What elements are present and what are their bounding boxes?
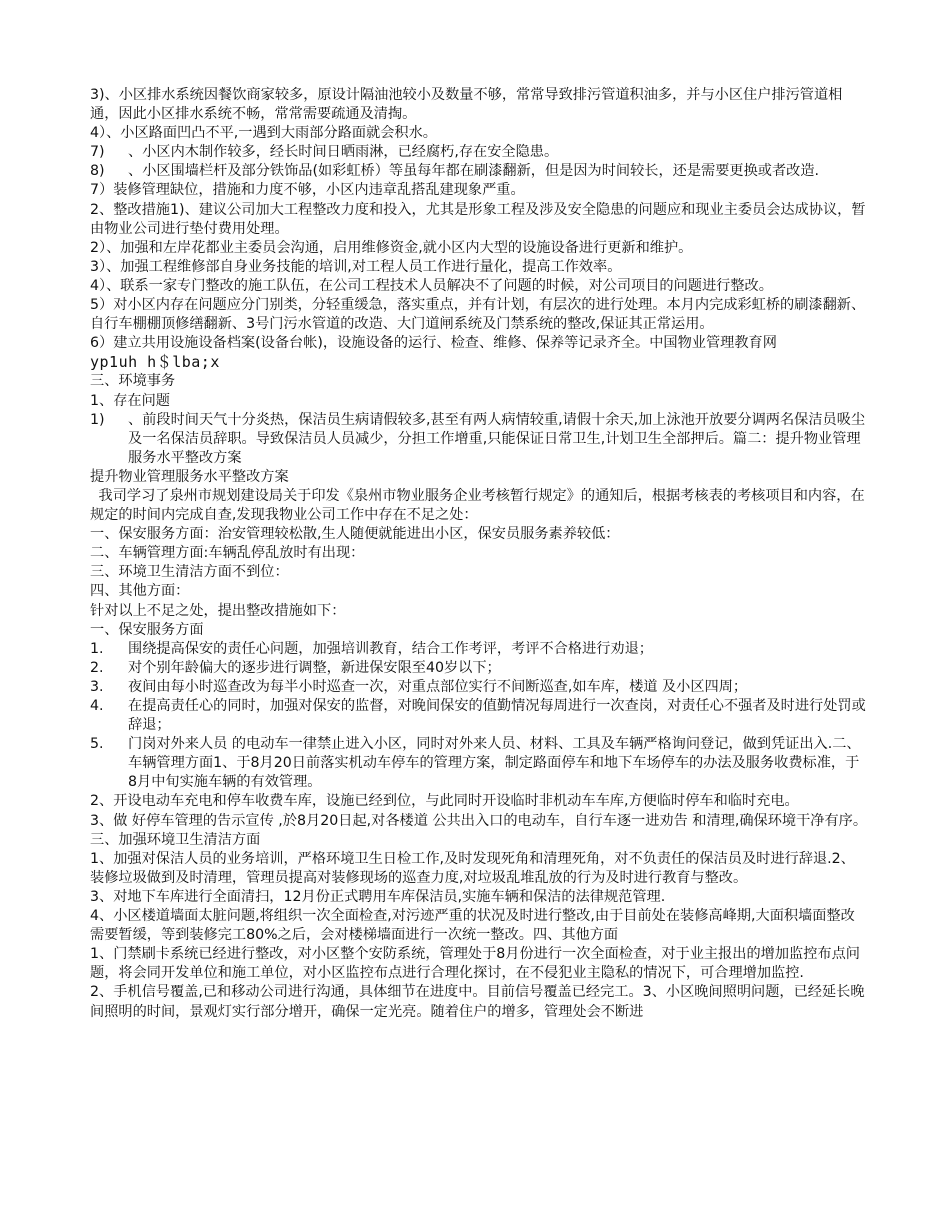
paragraph: 1、加强对保洁人员的业务培训，严格环境卫生日检工作,及时发现死角和清理死角，对不负责任的保洁员及时进行辞退.2、装修垃圾做到及时清理，管理员提高对装修现场的巡查力度,对垃圾乱堆乱放的行为及时进行教育与整改。 (90, 850, 855, 886)
list-item-text: 围绕提高保安的责任心问题，加强培训教育，结合工作考评，考评不合格进行劝退； (128, 640, 653, 657)
paragraph: 四、其他方面： (90, 583, 190, 600)
list-item-number: 2. (90, 659, 104, 676)
list-item-number: 5. (90, 736, 104, 753)
list-item (90, 735, 868, 792)
paragraph: 7）装修管理缺位，措施和力度不够，小区内违章乱搭乱建现象严重。 (90, 182, 525, 199)
list-item-number: 4. (90, 698, 104, 714)
section-heading: 三、环境事务 (90, 373, 176, 390)
list-item-text: 夜间由每小时巡查改为每半小时巡查一次，对重点部位实行不间断巡查,如车库，楼道 及小区四周； (128, 678, 748, 695)
paragraph: 三、环境卫生清洁方面不到位： (90, 564, 289, 581)
paragraph: 5）对小区内存在问题应分门别类，分轻重缓急，落实重点，并有计划，有层次的进行处理。本月内完成彩虹桥的刷漆翻新、自行车棚棚顶修缮翻新、3号门污水管道的改造、大门道闸系统及门禁系统的整改,保证其正常运用。 (90, 297, 866, 333)
paragraph: 1、门禁刷卡系统已经进行整改，对小区整个安防系统，管理处于8月份进行一次全面检查，对于业主报出的增加监控布点问题，将会同开发单位和施工单位，对小区监控布点进行合理化探讨，在不侵犯业主隐私的情况下，可合理增加监控. (90, 946, 860, 982)
list-item-number: 1) (90, 411, 105, 428)
list-item-text: 、前段时间天气十分炎热，保洁员生病请假较多,甚至有两人病情较重,请假十余天,加上泳池开放要分调两名保洁员吸尘及一名保洁员辞职。导致保洁员人员减少，分担工作增重,只能保证日常卫生,计划卫生全部押后。篇二：提升物业管理服务水平整改方案 (128, 411, 866, 466)
section-heading: 三、加强环境卫生清洁方面 (90, 831, 261, 848)
paragraph: 二、车辆管理方面:车辆乱停乱放时有出现： (90, 545, 365, 562)
paragraph: 针对以上不足之处，提出整改措施如下： (90, 602, 346, 619)
list-item-text: 、小区围墙栏杆及部分铁饰品(如彩虹桥）等虽每年都在刷漆翻新，但是因为时间较长，还是需要更换或者改造. (128, 163, 820, 180)
paragraph: 3）、加强工程维修部自身业务技能的培训,对工程人员工作进行量化，提高工作效率。 (90, 258, 622, 275)
section-heading: 一、保安服务方面 (90, 621, 204, 638)
list-item-text: 、小区内木制作较多，经长时间日晒雨淋，已经腐朽,存在安全隐患。 (128, 144, 559, 161)
paragraph: 3、做 好停车管理的告示宣传 ,於8月20日起,对各楼道 公共出入口的电动车，自行车逐一进劝告 和清理,确保环境干净有序。 (90, 812, 868, 829)
list-item-text: 对个别年龄偏大的逐步进行调整，新进保安限至40岁以下； (128, 659, 501, 676)
list-item (90, 411, 868, 468)
list-item (90, 659, 868, 678)
paragraph: 一、保安服务方面：治安管理较松散,生人随便就能进出小区，保安员服务素养较低： (90, 526, 620, 543)
paragraph: 4）、小区路面凹凸不平,一遇到大雨部分路面就会积水。 (90, 125, 437, 142)
list-item (90, 678, 868, 697)
list-item-number: 3. (90, 678, 104, 695)
list-item (90, 162, 868, 181)
subsection-heading: 1、存在问题 (90, 392, 170, 409)
list-item-number: 1. (90, 640, 104, 657)
document-title: 提升物业管理服务水平整改方案 (90, 468, 289, 485)
paragraph: 2、开设电动车充电和停车收费车库，设施已经到位，与此同时开设临时非机动车车库,方便临时停车和临时充电。 (90, 793, 799, 810)
list-item (90, 143, 868, 162)
list-item-number: 8) (90, 163, 105, 180)
paragraph: 4、小区楼道墙面太脏问题,将组织一次全面检查,对污迹严重的状况及时进行整改,由于目前处在装修高峰期,大面积墙面整改需要暂缓，等到装修完工80%之后，会对楼梯墙面进行一次统一整改。四、其他方面 (90, 908, 855, 944)
list-item-text: 在提高责任心的同时，加强对保安的监督，对晚间保安的值勤情况每周进行一次查岗，对责任心不强者及时进行处罚或辞退； (128, 698, 866, 734)
list-item (90, 697, 868, 735)
paragraph: 6）建立共用设施设备档案(设备台帐)，设施设备的运行、检查、维修、保养等记录齐全。中国物业管理教育网 (90, 335, 777, 352)
list-item-number: 7) (90, 144, 105, 161)
garbled-text-line: yp1uh h＄lba;x (90, 353, 220, 372)
paragraph: 2、手机信号覆盖,已和移动公司进行沟通，具体细节在进度中。目前信号覆盖已经完工。3、小区晚间照明问题，已经延长晚间照明的时间，景观灯实行部分增开，确保一定光亮。随着住户的增多，管理处会不断进 (90, 984, 865, 1020)
paragraph: 3、对地下车库进行全面清扫，12月份正式聘用车库保洁员,实施车辆和保洁的法律规范管理. (90, 888, 666, 905)
list-item (90, 640, 868, 659)
list-item-text: 门岗对外来人员 的电动车一律禁止进入小区，同时对外来人员、材料、工具及车辆严格询问登记，做到凭证出入.二、车辆管理方面1、于8月20日前落实机动车停车的管理方案，制定路面停车和地下车场停车的办法及服务收费标准，于8月中旬实施车辆的有效管理。 (128, 736, 861, 791)
paragraph: 2）、加强和左岸花都业主委员会沟通，启用维修资金,就小区内大型的设施设备进行更新和维护。 (90, 239, 693, 256)
paragraph: 我司学习了泉州市规划建设局关于印发《泉州市物业服务企业考核暂行规定》的通知后，根据考核表的考核项目和内容，在规定的时间内完成自查,发现我物业公司工作中存在不足之处： (90, 487, 865, 524)
paragraph: 4）、联系一家专门整改的施工队伍，在公司工程技术人员解决不了问题的时候，对公司项目的问题进行整改。 (90, 277, 773, 294)
paragraph: 2、整改措施1)、建议公司加大工程整改力度和投入，尤其是形象工程及涉及安全隐患的问题应和现业主委员会达成协议，暂由物业公司进行垫付费用处理。 (90, 201, 866, 237)
paragraph: 3)、小区排水系统因餐饮商家较多，原设计隔油池较小及数量不够，常常导致排污管道积油多，并与小区住户排污管道相通，因此小区排水系统不畅，常常需要疏通及清掏。 (90, 87, 843, 123)
